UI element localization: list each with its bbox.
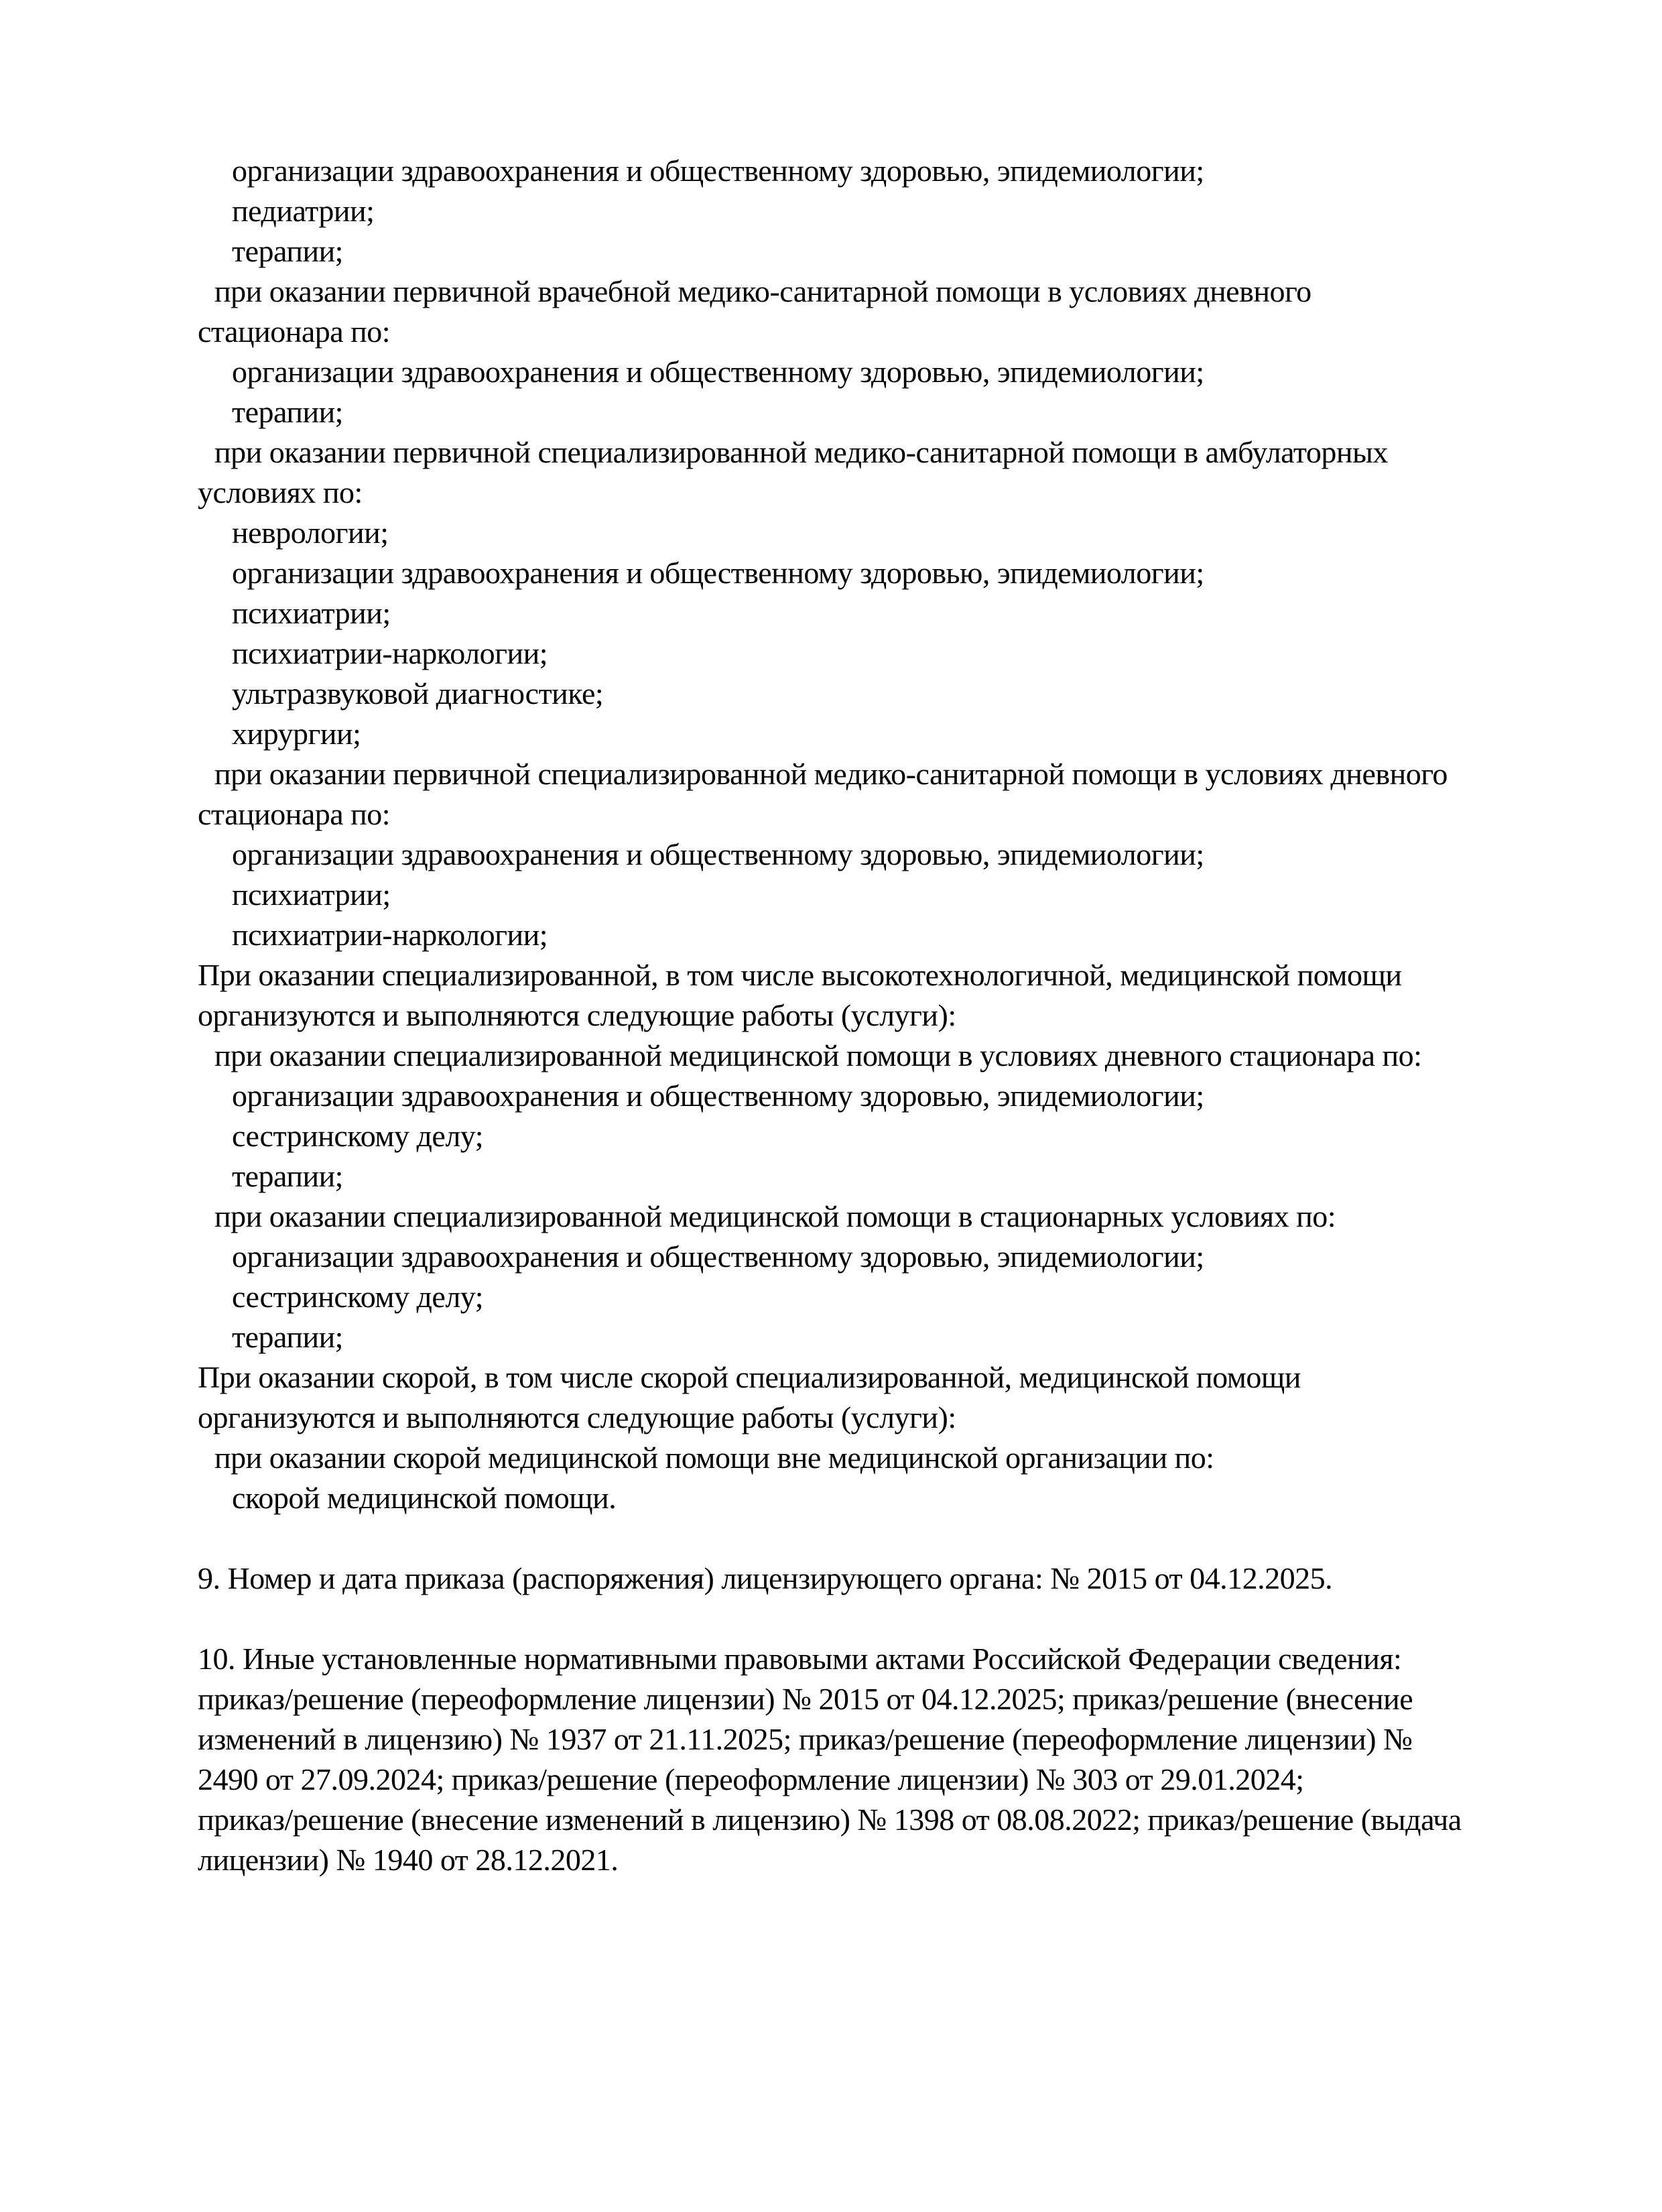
specialty-item-line: сестринскому делу; <box>232 1119 483 1153</box>
paragraph-line: организуются и выполняются следующие работы (услуги): <box>198 1400 956 1434</box>
specialty-item-line: организации здравоохранения и общественному здоровью, эпидемиологии; <box>232 837 1204 871</box>
specialty-item-line: педиатрии; <box>232 194 375 228</box>
blank-line <box>198 1599 1598 1639</box>
specialty-item-line: организации здравоохранения и общественному здоровью, эпидемиологии; <box>232 153 1204 188</box>
section-10-line: приказ/решение (внесение изменений в лицензию) № 1398 от 08.08.2022; приказ/решение (выдача <box>198 1802 1462 1837</box>
specialty-item-line: терапии; <box>232 234 343 268</box>
specialty-item-line: организации здравоохранения и общественному здоровью, эпидемиологии; <box>232 556 1204 590</box>
document-text-block <box>198 151 1598 1880</box>
service-condition-line: при оказании первичной врачебной медико-санитарной помощи в условиях дневного <box>214 274 1312 308</box>
specialty-item-line: ультразвуковой диагностике; <box>232 676 604 711</box>
paragraph-line: организуются и выполняются следующие работы (услуги): <box>198 998 956 1032</box>
section-10-line: изменений в лицензию) № 1937 от 21.11.2025; приказ/решение (переоформление лицензии) № <box>198 1722 1413 1756</box>
service-condition-line: при оказании специализированной медицинской помощи в стационарных условиях по: <box>214 1199 1336 1233</box>
section-10-line: 2490 от 27.09.2024; приказ/решение (переоформление лицензии) № 303 от 29.01.2024; <box>198 1762 1304 1796</box>
specialty-item-line: психиатрии; <box>232 877 391 912</box>
specialty-item-line: организации здравоохранения и общественному здоровью, эпидемиологии; <box>232 355 1204 389</box>
specialty-item-line: хирургии; <box>232 717 361 751</box>
specialty-item-line: терапии; <box>232 1159 343 1193</box>
specialty-item-line: сестринскому делу; <box>232 1280 483 1314</box>
specialty-item-line: терапии; <box>232 1320 343 1354</box>
paragraph-line: При оказании специализированной, в том числе высокотехнологичной, медицинской помощи <box>198 958 1402 992</box>
specialty-item-line: психиатрии-наркологии; <box>232 636 548 670</box>
specialty-item-line: психиатрии-наркологии; <box>232 918 548 952</box>
paragraph-line: При оказании скорой, в том числе скорой специализированной, медицинской помощи <box>198 1360 1301 1394</box>
continuation-line: условиях по: <box>198 475 363 509</box>
specialty-item-line: неврологии; <box>232 515 389 550</box>
service-condition-line: при оказании скорой медицинской помощи вне медицинской организации по: <box>214 1440 1214 1475</box>
section-10-line: лицензии) № 1940 от 28.12.2021. <box>198 1843 619 1877</box>
specialty-item-line: терапии; <box>232 395 343 429</box>
specialty-item-line: психиатрии; <box>232 596 391 630</box>
continuation-line: стационара по: <box>198 314 391 349</box>
specialty-item-line: организации здравоохранения и общественному здоровью, эпидемиологии; <box>232 1079 1204 1113</box>
service-condition-line: при оказании первичной специализированной медико-санитарной помощи в условиях дневного <box>214 757 1448 791</box>
service-condition-line: при оказании специализированной медицинской помощи в условиях дневного стационара по: <box>214 1038 1422 1072</box>
service-condition-line: при оказании первичной специализированной медико-санитарной помощи в амбулаторных <box>214 435 1388 469</box>
specialty-item-line: скорой медицинской помощи. <box>232 1481 617 1515</box>
section-10-line: 10. Иные установленные нормативными правовыми актами Российской Федерации сведения: <box>198 1642 1402 1676</box>
blank-line <box>198 1518 1598 1558</box>
specialty-item-line: организации здравоохранения и общественному здоровью, эпидемиологии; <box>232 1239 1204 1274</box>
section-10-line: приказ/решение (переоформление лицензии) № 2015 от 04.12.2025; приказ/решение (внесение <box>198 1682 1413 1716</box>
continuation-line: стационара по: <box>198 797 391 831</box>
section-9-line: 9. Номер и дата приказа (распоряжения) лицензирующего органа: № 2015 от 04.12.2025. <box>198 1561 1333 1595</box>
